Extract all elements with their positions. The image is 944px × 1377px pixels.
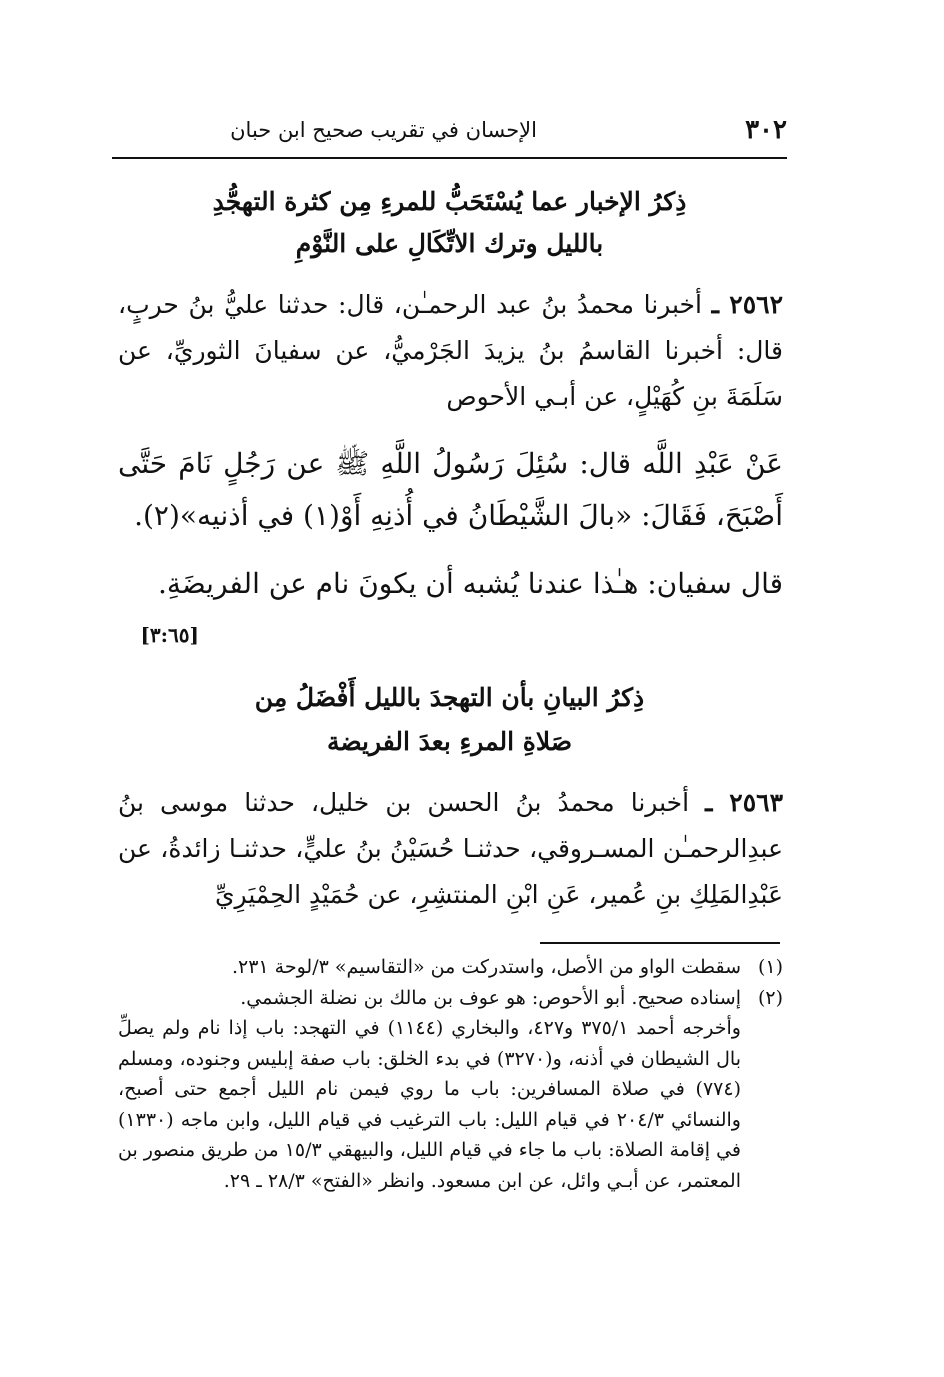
page-number: ٣٠٢: [745, 115, 787, 145]
hadith-2562-isnad: [118, 282, 783, 420]
footnote: [118, 983, 783, 1014]
footnote: [118, 1013, 783, 1196]
footnotes: [118, 952, 783, 1196]
running-head: [112, 112, 787, 148]
footnote-text: إسناده صحيح. أبو الأحوص: هو عوف بن مالك بن نضلة الجشمي.: [240, 986, 741, 1009]
hadith-number: ٢٥٦٢ ـ: [711, 290, 784, 319]
footnote-number: [741, 1013, 783, 1196]
footnote: [118, 952, 783, 983]
section-heading-1-line-2: بالليل وترك الاتِّكَالِ على النَّوْمِ: [295, 229, 604, 258]
section-heading-2-line-1: ذِكرُ البيانِ بأن التهجدَ بالليل أَفْضَلُ مِن: [254, 683, 645, 712]
footnote-text: سقطت الواو من الأصل، واستدركت من «التقاسيم» ٣/لوحة ٢٣١.: [231, 956, 741, 978]
hadith-2563-isnad: [118, 780, 783, 918]
book-title: الإحسان في تقريب صحيح ابن حبان: [230, 118, 537, 142]
footnote-number: (٢): [757, 986, 783, 1009]
source-reference: [٣:٦٥]: [140, 623, 199, 647]
hadith-2562-matn: عَنْ عَبْدِ اللَّه قال: سُئِلَ رَسُولُ اللَّهِ ﷺ عن رَجُلٍ نَامَ حَتَّى أَصْبَحَ، فَقَالَ: «بالَ الشَّيْطَانُ في أُذنِهِ أَوْ(١) في أذنيه»(٢).: [118, 447, 783, 532]
isnad-text: أخبرنا محمدُ بنُ عبد الرحمـٰن، قال: حدثنا عليُّ بنُ حربٍ، قال: أخبرنا القاسمُ بنُ يزيدَ الجَرْميُّ، عن سفيانَ الثوريِّ، عن سَلَمَةَ بنِ كُهَيْلٍ، عن أبـي الأحوص: [118, 290, 783, 411]
footnote-number: (١): [757, 956, 783, 978]
section-heading-2-line-2: صَلاةِ المرءِ بعدَ الفريضة: [326, 727, 573, 756]
isnad-text: أخبرنا محمدُ بنُ الحسن بن خليل، حدثنا موسى بنُ عبدِالرحمـٰن المسـروقي، حدثنـا حُسَيْنُ بنُ عليٍّ، حدثنـا زائدةُ، عن عَبْدِالمَلِكِ بنِ عُمير، عَنِ ابْنِ المنتشِرِ، عن حُمَيْدٍ الحِمْيَرِيِّ: [118, 788, 783, 909]
hadith-number: ٢٥٦٣ ـ: [705, 788, 783, 817]
header-rule: [112, 157, 787, 159]
hadith-2562-comment: قال سفيان: هـٰذا عندنا يُشبه أن يكونَ نام عن الفريضَةِ.: [157, 567, 783, 600]
footnote-text: وأخرجه أحمد ٣٧٥/١ و٤٢٧، والبخاري (١١٤٤) في التهجد: باب إذا نام ولم يصلِّ بال الشيطان في أذنه، و(٣٢٧٠) في بدء الخلق: باب صفة إبليس وجنوده، ومسلم (٧٧٤) في صلاة المسافرين: باب ما روي فيمن نام الليل أجمع حتى أصبح، والنسائي ٢٠٤/٣ في قيام الليل: باب الترغيب في قيام الليل، وابن ماجه (١٣٣٠) في إقامة الصلاة: باب ما جاء في قيام الليل، والبيهقي ١٥/٣ من طريق منصور بن المعتمر، عن أبـي وائل، عن ابن مسعود. وانظر «الفتح» ٢٨/٣ ـ ٢٩.: [118, 1017, 742, 1192]
section-heading-1-line-1: ذِكرُ الإخبار عما يُسْتَحَبُّ للمرءِ مِن كثرة التهجُّدِ: [212, 187, 687, 216]
footnote-rule: [540, 942, 780, 944]
